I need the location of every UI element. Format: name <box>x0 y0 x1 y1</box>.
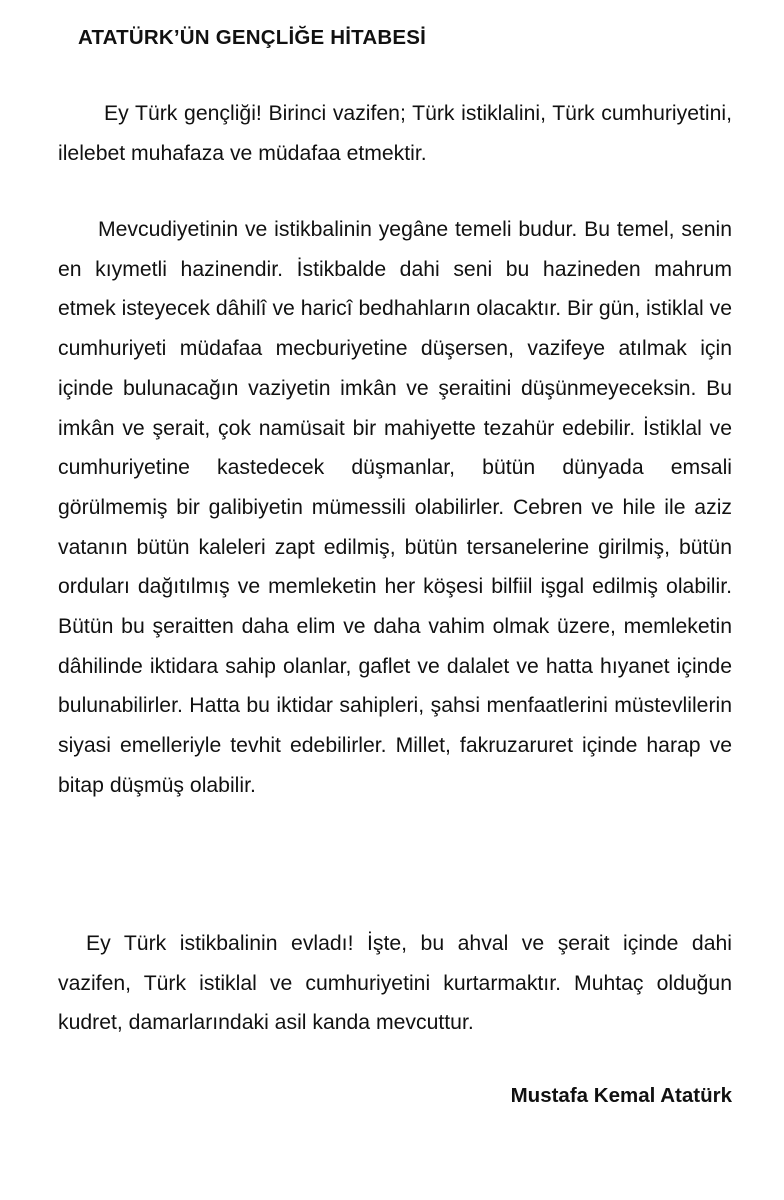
document-title: ATATÜRK’ÜN GENÇLİĞE HİTABESİ <box>78 26 427 49</box>
paragraph-1 <box>58 94 732 173</box>
paragraph-3-text: Ey Türk istikbalinin evladı! İşte, bu ahval ve şerait içinde dahi vazifen, Türk istiklal ve cumhuriyetini kurtarmaktır. Muhtaç olduğun kudret, damarlarındaki asil kanda mevcuttur. <box>58 932 732 1035</box>
paragraph-2-text: Mevcudiyetinin ve istikbalinin yegâne temeli budur. Bu temel, senin en kıymetli hazinendir. İstikbalde dahi seni bu hazineden mahrum etmek isteyecek dâhilî ve haricî bedhahların olacaktır. Bir gün, istiklal ve cumhuriyeti müdafaa mecburiyetine düşersen, vazifeye atılmak için içinde bulunacağın vaziyetin imkân ve şeraitini düşünmeyeceksin. Bu imkân ve şerait, çok namüsait bir mahiyette tezahür edebilir. İstiklal ve cumhuriyetine kastedecek düşmanlar, bütün dünyada emsali görülmemiş bir galibiyetin mümessili olabilirler. Cebren ve hile ile aziz vatanın bütün kaleleri zapt edilmiş, bütün tersanelerine girilmiş, bütün orduları dağıtılmış ve memleketin her köşesi bilfiil işgal edilmiş olabilir. Bütün bu şeraitten daha elim ve daha vahim olmak üzere, memleketin dâhilinde iktidara sahip olanlar, gaflet ve dalalet ve hatta hıyanet içinde bulunabilirler. Hatta bu iktidar sahipleri, şahsi menfaatlerini müstevlilerin siyasi emelleriyle tevhit edebilirler. Millet, fakruzaruret içinde harap ve bitap düşmüş olabilir. <box>58 218 732 797</box>
paragraph-1-text: Ey Türk gençliği! Birinci vazifen; Türk istiklalini, Türk cumhuriyetini, ilelebet muhafaza ve müdafaa etmektir. <box>58 102 732 165</box>
paragraph-2 <box>58 210 732 806</box>
paragraph-3 <box>58 924 732 1043</box>
signature: Mustafa Kemal Atatürk <box>510 1084 732 1107</box>
